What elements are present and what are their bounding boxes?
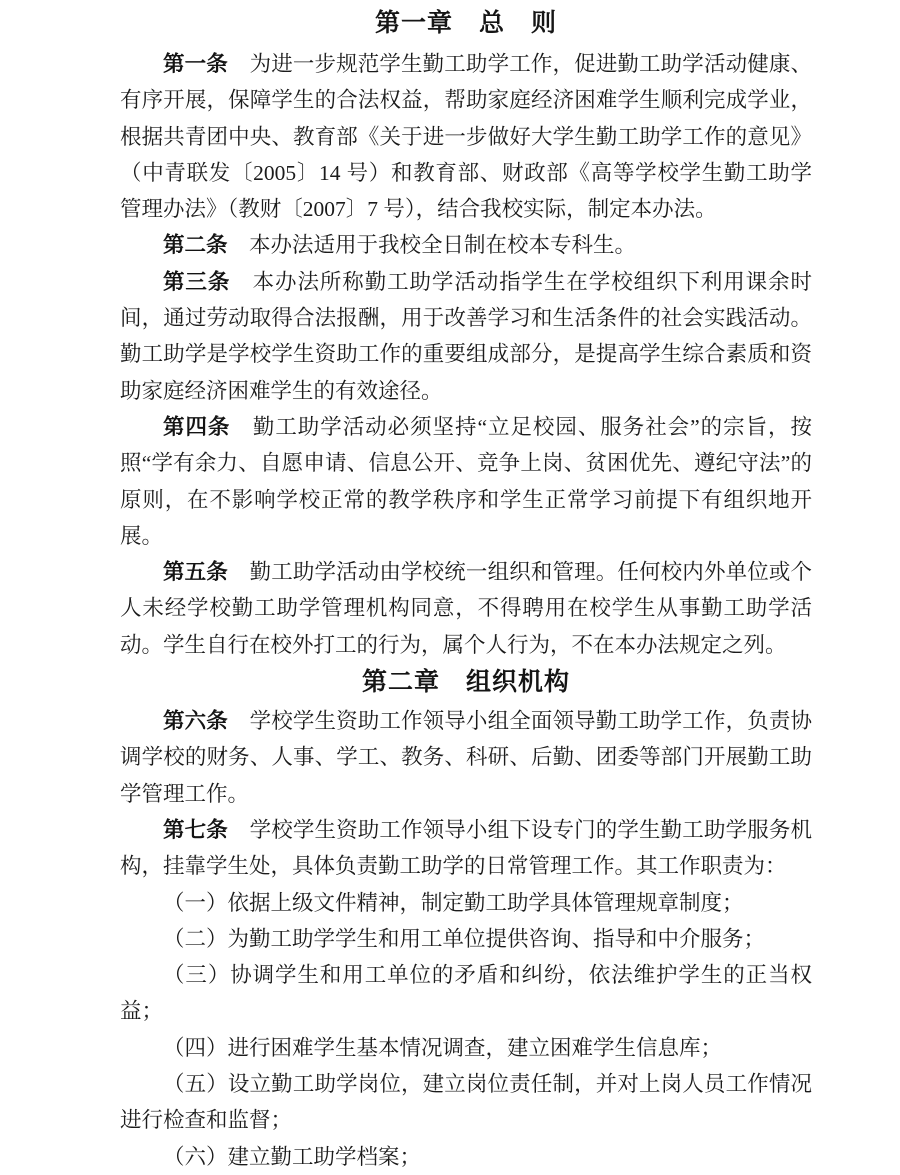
- article-3-label: 第三条: [163, 269, 253, 294]
- article-1-label: 第一条: [163, 52, 250, 76]
- article-4: [120, 409, 812, 554]
- article-2: [120, 227, 812, 263]
- article-4-text: 勤工助学活动必须坚持“立足校园、服务社会”的宗旨，按照“学有余力、自愿申请、信息公开、竞争上岗、贫困优先、遵纪守法”的原则，在不影响学校正常的教学秩序和学生正常学习前提下有组织地开展。: [120, 414, 812, 548]
- duty-item-4-text: （四）进行困难学生基本情况调查，建立困难学生信息库；: [163, 1035, 723, 1060]
- duty-item-5-text: （五）设立勤工助学岗位，建立岗位责任制，并对上岗人员工作情况进行检查和监督；: [120, 1072, 812, 1133]
- duty-item-2: [120, 921, 812, 957]
- article-3-text: 本办法所称勤工助学活动指学生在学校组织下利用课余时间，通过劳动取得合法报酬，用于改善学习和生活条件的社会实践活动。勤工助学是学校学生资助工作的重要组成部分，是提高学生综合素质和资助家庭经济困难学生的有效途径。: [120, 269, 812, 403]
- chapter-1-heading: 第一章 总 则: [374, 10, 557, 37]
- article-2-label: 第二条: [163, 233, 250, 258]
- duty-item-3: [120, 957, 812, 1030]
- duty-item-1: [120, 885, 812, 921]
- article-4-label: 第四条: [163, 414, 253, 439]
- article-1: [120, 46, 812, 227]
- article-7: [120, 812, 812, 885]
- article-5: [120, 554, 812, 663]
- article-6-label: 第六条: [163, 709, 250, 734]
- duty-item-6-text: （六）建立勤工助学档案；: [163, 1144, 422, 1169]
- article-6: [120, 703, 812, 812]
- article-3: [120, 264, 812, 409]
- article-5-text: 勤工助学活动由学校统一组织和管理。任何校内外单位或个人未经学校勤工助学管理机构同意，不得聘用在校学生从事勤工助学活动。学生自行在校外打工的行为，属个人行为，不在本办法规定之列。: [120, 560, 812, 657]
- duty-item-2-text: （二）为勤工助学学生和用工单位提供咨询、指导和中介服务；: [163, 926, 766, 951]
- article-2-text: 本办法适用于我校全日制在校本专科生。: [249, 233, 637, 258]
- duty-item-1-text: （一）依据上级文件精神，制定勤工助学具体管理规章制度；: [163, 890, 744, 915]
- chapter-2-heading: 第二章 组织机构: [361, 669, 570, 697]
- article-7-label: 第七条: [163, 817, 250, 842]
- article-5-label: 第五条: [163, 560, 250, 585]
- article-7-text: 学校学生资助工作领导小组下设专门的学生勤工助学服务机构，挂靠学生处，具体负责勤工助学的日常管理工作。其工作职责为：: [120, 817, 812, 879]
- duty-item-5: [120, 1066, 812, 1139]
- duty-item-6: [120, 1139, 812, 1175]
- duty-item-4: [120, 1030, 812, 1066]
- article-6-text: 学校学生资助工作领导小组全面领导勤工助学工作，负责协调学校的财务、人事、学工、教务、科研、后勤、团委等部门开展勤工助学管理工作。: [120, 709, 812, 806]
- duty-item-3-text: （三）协调学生和用工单位的矛盾和纠纷，依法维护学生的正当权益；: [120, 963, 812, 1024]
- article-1-text: 为进一步规范学生勤工助学工作，促进勤工助学活动健康、有序开展，保障学生的合法权益，帮助家庭经济困难学生顺利完成学业，根据共青团中央、教育部《关于进一步做好大学生勤工助学工作的意见》（中青联发〔2005〕14 号）和教育部、财政部《高等学校学生勤工助学管理办法》（教财〔2007〕7 号），结合我校实际，制定本办法。: [120, 52, 812, 222]
